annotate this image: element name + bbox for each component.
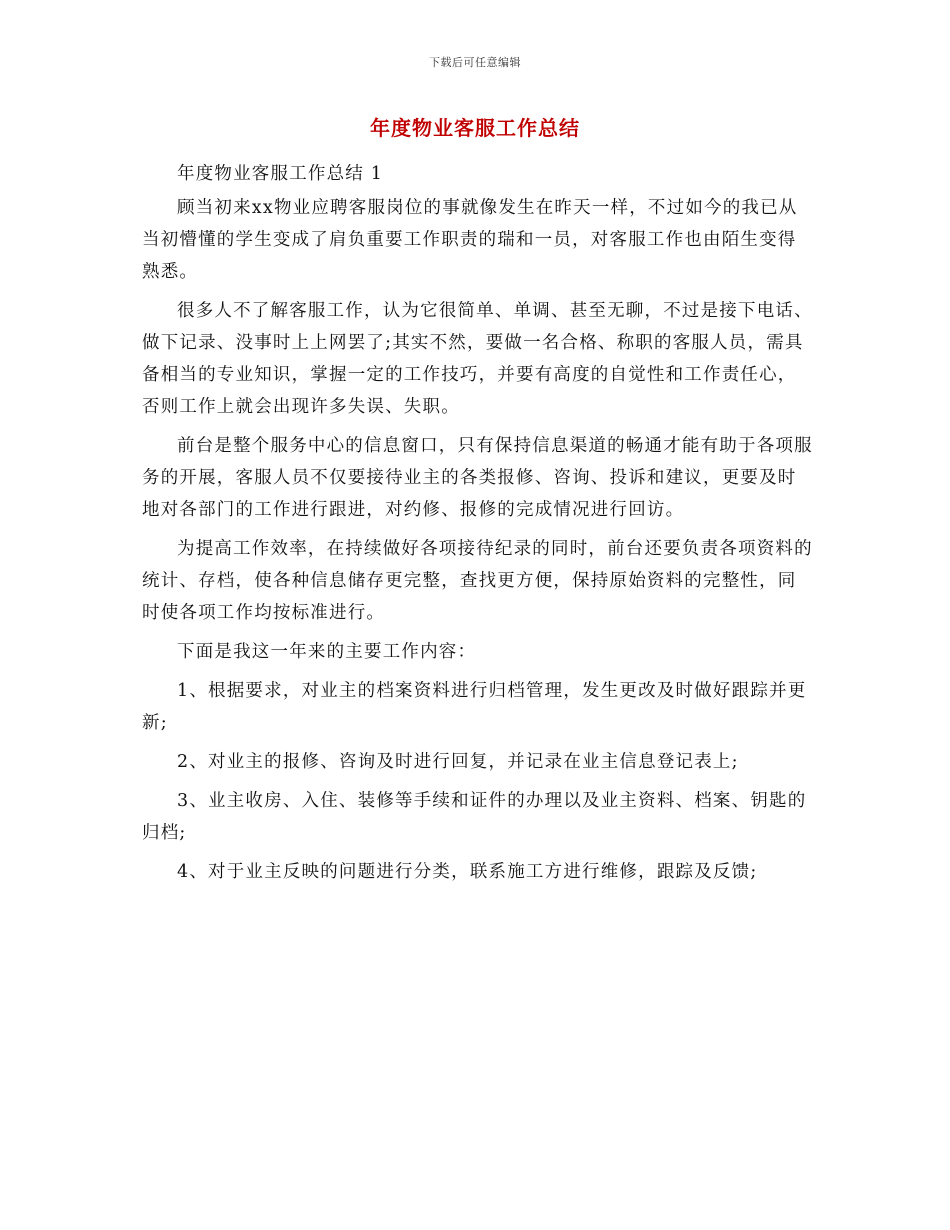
paragraph-front-desk: 前台是整个服务中心的信息窗口，只有保持信息渠道的畅通才能有助于各项服务的开展，客服人员不仅要接待业主的各类报修、咨询、投诉和建议，更要及时地对各部门的工作进行跟进，对约修、报修的完成情况进行回访。 (142, 436, 813, 520)
list-item-3: 3、业主收房、入住、装修等手续和证件的办理以及业主资料、档案、钥匙的归档; (142, 791, 807, 843)
document-title: 年度物业客服工作总结 (370, 116, 580, 140)
paragraph-work-content-intro: 下面是我这一年来的主要工作内容： (177, 642, 477, 662)
list-item-2: 2、对业主的报修、咨询及时进行回复，并记录在业主信息登记表上; (177, 752, 739, 772)
document-body (142, 158, 814, 895)
paragraph-efficiency: 为提高工作效率，在持续做好各项接待纪录的同时，前台还要负责各项资料的统计、存档，使各种信息储存更完整，查找更方便，保持原始资料的完整性，同时使各项工作均按标准进行。 (142, 539, 813, 623)
list-item-4: 4、对于业主反映的问题进行分类，联系施工方进行维修，跟踪及反馈; (177, 862, 758, 882)
paragraph-misconception: 很多人不了解客服工作，认为它很简单、单调、甚至无聊，不过是接下电话、做下记录、没事时上上网罢了;其实不然，要做一名合格、称职的客服人员，需具备相当的专业知识，掌握一定的工作技巧，并要有高度的自觉性和工作责任心，否则工作上就会出现许多失误、失职。 (142, 301, 813, 417)
header-note: 下载后可任意编辑 (429, 56, 521, 69)
list-item-1: 1、根据要求，对业主的档案资料进行归档管理，发生更改及时做好跟踪并更新; (142, 681, 807, 733)
paragraph-intro: 顾当初来xx物业应聘客服岗位的事就像发生在昨天一样，不过如今的我已从当初懵懂的学生变成了肩负重要工作职责的瑞和一员，对客服工作也由陌生变得熟悉。 (142, 198, 798, 282)
section-subtitle: 年度物业客服工作总结 1 (177, 164, 384, 184)
